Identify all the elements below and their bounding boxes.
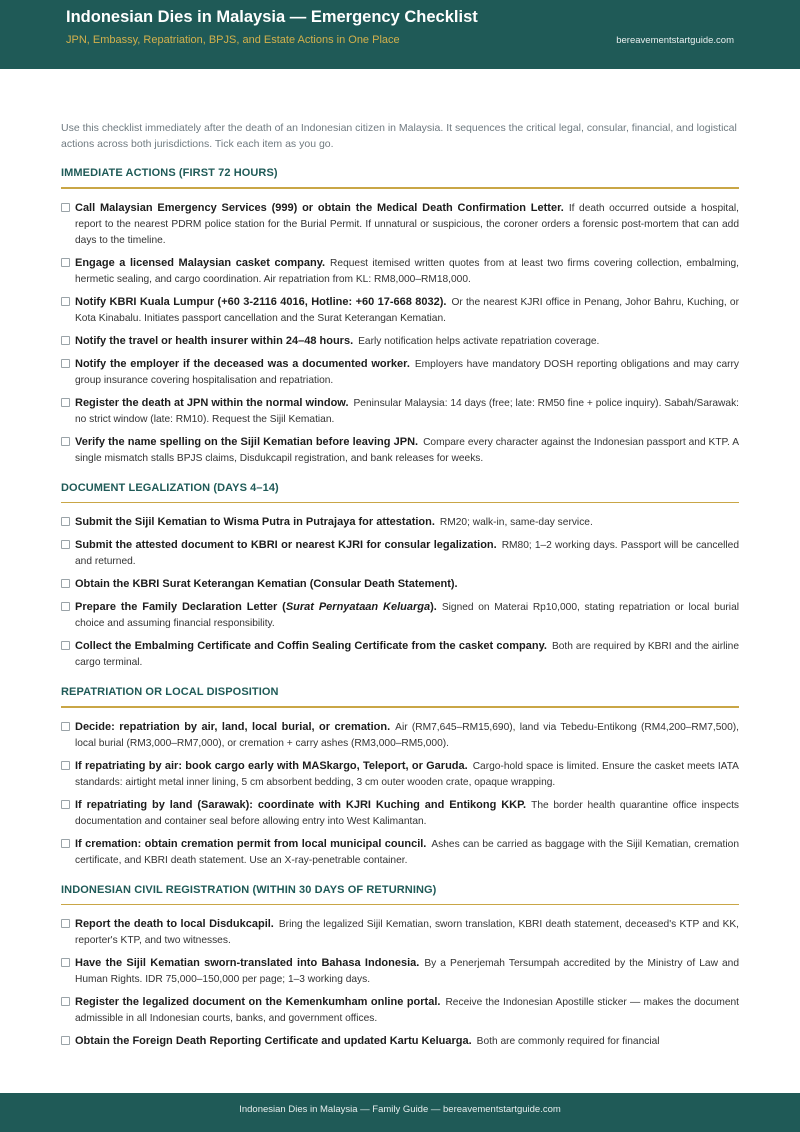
checkbox[interactable] (61, 437, 70, 446)
item-text: If death occurred outside a hospital, report to the nearest PDRM police station for the Burial Permit. If unnatural or suspicious, the coroner orders a forensic post-mortem that can add days to the timeline. (75, 202, 739, 246)
checklist-item (61, 599, 739, 632)
item-lead (75, 601, 437, 613)
item-lead (75, 436, 418, 448)
item-lead-text: Notify the travel or health insurer within 24–48 hours. (75, 334, 354, 347)
item-text: Signed on Materai Rp10,000, stating repatriation or local burial choice and assuming financial responsibility. (75, 602, 739, 629)
item-lead (75, 202, 564, 214)
page-subtitle: JPN, Embassy, Repatriation, BPJS, and Estate Actions in One Place (66, 34, 400, 46)
item-lead-text: Register the death at JPN within the normal window. (75, 396, 349, 409)
item-text: Both are commonly required for financial (476, 1036, 660, 1047)
item-lead-end: ). (430, 601, 437, 613)
item-lead-text: Verify the name spelling on the Sijil Kematian before leaving JPN. (75, 435, 419, 448)
section-title: IMMEDIATE ACTIONS (FIRST 72 HOURS) (61, 167, 278, 179)
item-lead (75, 397, 349, 409)
item-lead-text: Register the legalized document on the Kemenkumham online portal. (75, 996, 441, 1008)
item-lead-text: Submit the Sijil Kematian to Wisma Putra in Putrajaya for attestation. (75, 516, 435, 528)
footer-text: Indonesian Dies in Malaysia — Family Guide — bereavementstartguide.com (239, 1104, 561, 1115)
checklist-item (61, 537, 739, 570)
item-text: Or the nearest KJRI office in Penang, Johor Bahru, Kuching, or Kota Kinabalu. Initiates passport cancellation and the Surat Keterangan Kematian. (75, 296, 739, 324)
item-text: Both are required by KBRI and the airline cargo terminal. (75, 641, 740, 668)
checklist-item (61, 356, 739, 389)
item-text: Early notification helps activate repatriation coverage. (358, 335, 600, 347)
checkbox[interactable] (61, 958, 70, 967)
item-lead-text: Submit the attested document to KBRI or nearest KJRI for consular legalization. (75, 539, 497, 551)
checkbox[interactable] (61, 517, 70, 526)
item-text: RM20; walk-in, same-day service. (439, 517, 593, 528)
item-lead (75, 640, 547, 652)
checklist-item (61, 434, 739, 467)
checkbox[interactable] (61, 540, 70, 549)
item-lead (75, 838, 426, 850)
checklist-item (61, 1033, 739, 1050)
item-lead (75, 335, 353, 347)
item-lead (75, 539, 497, 551)
item-lead-text: Have the Sijil Kematian sworn-translated into Bahasa Indonesia. (75, 957, 420, 969)
checkbox[interactable] (61, 641, 70, 650)
checklist-item (61, 333, 739, 350)
item-lead-text: Collect the Embalming Certificate and Coffin Sealing Certificate from the casket company. (75, 640, 547, 652)
checklist-item (61, 576, 739, 593)
page-footer (0, 1093, 800, 1132)
checklist-item (61, 758, 739, 791)
intro-text: Use this checklist immediately after the death of an Indonesian citizen in Malaysia. It sequences the critical legal, consular, financial, and logistical actions across both jurisdictions. Tick each item as you go. (61, 122, 737, 150)
checkbox[interactable] (61, 1036, 70, 1045)
checkbox[interactable] (61, 258, 70, 267)
item-lead-italic: Surat Pernyataan Keluarga (285, 601, 431, 613)
item-lead (75, 1035, 472, 1047)
checklist-section (61, 482, 739, 672)
item-lead (75, 957, 419, 969)
item-lead-text: Obtain the KBRI Surat Keterangan Kematian (Consular Death Statement). (75, 578, 458, 590)
checkbox[interactable] (61, 722, 70, 731)
checkbox[interactable] (61, 336, 70, 345)
item-lead-text: If repatriating by land (Sarawak): coordinate with KJRI Kuching and Entikong KKP. (75, 798, 527, 811)
checklist-item (61, 255, 739, 288)
checkbox[interactable] (61, 761, 70, 770)
item-lead-text: If repatriating by air: book cargo early with MASkargo, Teleport, or Garuda. (75, 759, 468, 772)
item-lead-text: Notify the employer if the deceased was a documented worker. (75, 357, 410, 370)
item-lead (75, 358, 410, 370)
item-lead (75, 918, 274, 930)
checkbox[interactable] (61, 359, 70, 368)
item-text: Employers have mandatory DOSH reporting obligations and may carry group insurance covering hospitalisation and repatriation. (75, 358, 739, 386)
checklist-item (61, 719, 739, 752)
section-divider (61, 187, 739, 189)
checklist-item (61, 994, 739, 1027)
checkbox[interactable] (61, 839, 70, 848)
checkbox[interactable] (61, 602, 70, 611)
checklist-section (61, 884, 739, 1051)
item-text: Receive the Indonesian Apostille sticker — makes the document admissible in all Indonesian courts, banks, and government offices. (75, 997, 739, 1024)
item-text: Request itemised written quotes from at least two firms covering collection, embalming, hermetic sealing, and cargo coordination. Air repatriation from KL: RM8,000–RM18,000. (75, 257, 739, 285)
item-lead (75, 257, 325, 269)
checkbox[interactable] (61, 919, 70, 928)
item-lead-text: Engage a licensed Malaysian casket company. (75, 256, 326, 269)
checklist-item (61, 395, 739, 428)
item-lead (75, 516, 435, 528)
item-text: Bring the legalized Sijil Kematian, sworn translation, KBRI death statement, deceased's KTP and KK, reporter's KTP, and two witnesses. (75, 919, 740, 946)
item-lead (75, 296, 446, 308)
item-text: Compare every character against the Indonesian passport and KTP. A single mismatch stalls BPJS claims, Disdukcapil registration, and bank releases for weeks. (75, 436, 739, 464)
section-divider (61, 904, 739, 906)
checkbox[interactable] (61, 579, 70, 588)
checklist-item (61, 638, 739, 671)
item-lead (75, 760, 468, 772)
checklist-item (61, 916, 739, 949)
checkbox[interactable] (61, 297, 70, 306)
section-title: INDONESIAN CIVIL REGISTRATION (WITHIN 30 DAYS OF RETURNING) (61, 883, 437, 896)
checklist-item (61, 797, 739, 830)
checklist-item (61, 836, 739, 869)
section-title: REPATRIATION OR LOCAL DISPOSITION (61, 686, 279, 698)
item-lead (75, 578, 458, 590)
section-title: DOCUMENT LEGALIZATION (DAYS 4–14) (61, 481, 279, 494)
checklist-item (61, 200, 739, 249)
item-lead-text: Obtain the Foreign Death Reporting Certificate and updated Kartu Keluarga. (75, 1035, 472, 1047)
page-title: Indonesian Dies in Malaysia — Emergency Checklist (66, 8, 478, 26)
checklist-section (61, 686, 739, 869)
checkbox[interactable] (61, 203, 70, 212)
item-lead-text: Report the death to local Disdukcapil. (75, 918, 274, 930)
item-lead-text: If cremation: obtain cremation permit from local municipal council. (75, 837, 427, 850)
item-text: By a Penerjemah Tersumpah accredited by the Ministry of Law and Human Rights. IDR 75,000–150,000 per page; 1–3 working days. (75, 958, 739, 985)
checklist-section (61, 167, 739, 467)
checkbox[interactable] (61, 997, 70, 1006)
checklist-content (61, 120, 739, 1065)
checklist-item (61, 514, 739, 531)
checkbox[interactable] (61, 398, 70, 407)
item-text: Peninsular Malaysia: 14 days (free; late: RM50 fine + police inquiry). Sabah/Sarawak: no strict window (late: RM10). Request the Sijil Kematian. (75, 397, 739, 425)
item-text: Ashes can be carried as baggage with the Sijil Kematian, cremation certificate, and KBRI death statement. Use an X-ray-penetrable container. (75, 838, 739, 866)
checkbox[interactable] (61, 800, 70, 809)
item-text: RM80; 1–2 working days. Passport will be cancelled and returned. (75, 540, 739, 567)
item-lead-text: Prepare the Family Declaration Letter ( (75, 601, 286, 613)
section-divider (61, 706, 739, 708)
item-lead (75, 721, 390, 733)
page-header (0, 0, 800, 69)
item-text: Cargo-hold space is limited. Ensure the casket meets IATA standards: airtight metal inner lining, 5 cm absorbent bedding, 3 cm outer wooden crate, opaque wrapping. (75, 760, 739, 788)
item-lead (75, 996, 440, 1008)
item-lead-text: Call Malaysian Emergency Services (999) or obtain the Medical Death Confirmation Letter. (75, 201, 564, 214)
checklist-item (61, 294, 739, 327)
item-lead (75, 799, 526, 811)
item-text: The border health quarantine office inspects documentation and container seal before allowing entry into West Kalimantan. (75, 799, 739, 827)
section-divider (61, 502, 739, 504)
checklist-sections (61, 167, 739, 1050)
item-text: Air (RM7,645–RM15,690), land via Tebedu-Entikong (RM4,200–RM7,500), local burial (RM3,000–RM7,000), or cremation + carry ashes (RM3,000–RM5,000). (75, 721, 739, 749)
site-url: bereavementstartguide.com (616, 35, 734, 46)
checklist-item (61, 955, 739, 988)
item-lead-text: Decide: repatriation by air, land, local burial, or cremation. (75, 720, 391, 733)
item-lead-text: Notify KBRI Kuala Lumpur (+60 3-2116 4016, Hotline: +60 17-668 8032). (75, 295, 447, 308)
